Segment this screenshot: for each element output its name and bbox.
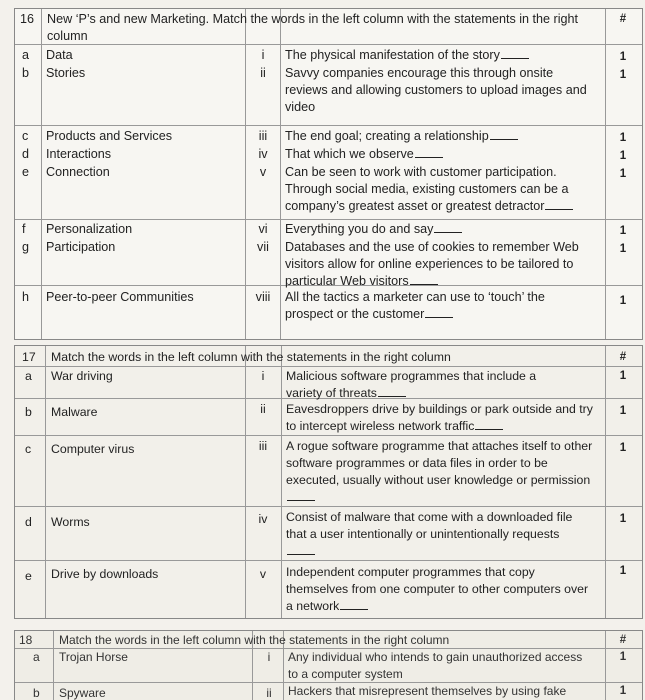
row-letter: d xyxy=(22,147,30,161)
roman-numeral: vii xyxy=(257,240,269,254)
mark: 1 xyxy=(619,150,627,162)
mark: 1 xyxy=(619,442,627,454)
roman-numeral: iii xyxy=(258,439,268,453)
mark: 1 xyxy=(619,651,627,663)
roman-numeral: i xyxy=(261,369,265,383)
mark: 1 xyxy=(619,168,627,180)
statement: Savvy companies encourage this through onsite reviews and allowing customers to upload images and video xyxy=(285,66,587,114)
term: Trojan Horse xyxy=(59,650,128,664)
mark: 1 xyxy=(619,295,627,307)
question-number: 17 xyxy=(22,350,36,364)
row-letter: b xyxy=(22,66,30,80)
mark: 1 xyxy=(619,405,627,417)
mark: 1 xyxy=(619,565,627,577)
roman-numeral: iv xyxy=(258,512,268,526)
roman-numeral: iv xyxy=(258,147,268,161)
roman-numeral: v xyxy=(259,165,267,179)
term: Stories xyxy=(46,66,86,80)
mark: 1 xyxy=(619,51,627,63)
statement: Eavesdroppers drive by buildings or park outside and try to intercept wireless network traffic xyxy=(286,402,593,433)
row-letter: c xyxy=(25,442,32,456)
statement: Hackers that misrepresent themselves by using fake xyxy=(288,684,567,698)
statement: Can be seen to work with customer participation. Through social media, existing customers can be a company’s greatest asset or greatest detractor xyxy=(285,164,595,215)
roman-numeral: ii xyxy=(260,402,266,416)
statement: Databases and the use of cookies to remember Web visitors allow for online experiences to be tailored to particular Web visitors xyxy=(285,240,579,288)
term: Computer virus xyxy=(51,442,135,456)
term: Peer-to-peer Communities xyxy=(46,290,194,304)
question-number: 18 xyxy=(19,633,33,647)
statement: That which we observe xyxy=(285,146,443,163)
question-17-table xyxy=(14,345,643,619)
hash-header: # xyxy=(619,351,627,363)
row-letter: a xyxy=(22,48,30,62)
statement: Consist of malware that come with a downloaded file that a user intentionally or unintentionally requests xyxy=(286,509,586,560)
term: Data xyxy=(46,48,73,62)
roman-numeral: iii xyxy=(258,129,268,143)
row-letter: e xyxy=(25,569,32,583)
row-letter: b xyxy=(33,686,40,700)
term: Participation xyxy=(46,240,116,254)
mark: 1 xyxy=(619,513,627,525)
mark: 1 xyxy=(619,370,627,382)
row-letter: b xyxy=(25,405,32,419)
roman-numeral: viii xyxy=(255,290,271,304)
statement: Any individual who intends to gain unauthorized access to a computer system xyxy=(288,650,583,681)
mark: 1 xyxy=(619,69,627,81)
statement: All the tactics a marketer can use to ‘touch’ the prospect or the customer xyxy=(285,290,545,321)
statement: A rogue software programme that attaches itself to other software programmes or data files in order to be executed, usually without user knowledge or permission xyxy=(286,438,602,506)
question-16-table xyxy=(14,8,643,340)
row-letter: a xyxy=(33,650,40,664)
mark: 1 xyxy=(619,243,627,255)
question-title: Match the words in the left column with the statements in the right column xyxy=(51,350,451,364)
term: Products and Services xyxy=(46,129,172,143)
question-18-table xyxy=(14,630,643,700)
statement: The physical manifestation of the story xyxy=(285,47,600,64)
row-letter: g xyxy=(22,240,30,254)
statement: Everything you do and say xyxy=(285,221,462,238)
question-title: New ‘P’s and new Marketing. Match the words in the left column with the statements in the right column xyxy=(47,12,579,43)
row-letter: e xyxy=(22,165,30,179)
statement: Malicious software programmes that include a variety of threats xyxy=(286,369,537,400)
statement: Independent computer programmes that copy themselves from one computer to other computers over a network xyxy=(286,565,589,613)
question-title: Match the words in the left column with the statements in the right column xyxy=(59,633,450,647)
roman-numeral: v xyxy=(259,567,267,581)
term: Malware xyxy=(51,405,98,419)
mark: 1 xyxy=(619,132,627,144)
roman-numeral: ii xyxy=(266,686,272,700)
statement: The end goal; creating a relationship xyxy=(285,128,518,145)
term: Worms xyxy=(51,515,90,529)
hash-header: # xyxy=(619,13,627,25)
term: Personalization xyxy=(46,222,133,236)
term: War driving xyxy=(51,369,113,383)
term: Connection xyxy=(46,165,110,179)
roman-numeral: i xyxy=(267,650,271,664)
mark: 1 xyxy=(619,685,627,697)
term: Interactions xyxy=(46,147,112,161)
term: Spyware xyxy=(59,686,106,700)
roman-numeral: vi xyxy=(258,222,268,236)
row-letter: f xyxy=(22,222,26,236)
term: Drive by downloads xyxy=(51,567,159,581)
hash-header: # xyxy=(619,634,627,646)
mark: 1 xyxy=(619,225,627,237)
roman-numeral: i xyxy=(261,48,265,62)
row-letter: a xyxy=(25,369,32,383)
row-letter: d xyxy=(25,515,32,529)
question-number: 16 xyxy=(20,12,35,26)
row-letter: h xyxy=(22,290,30,304)
roman-numeral: ii xyxy=(260,66,266,80)
row-letter: c xyxy=(22,129,29,143)
